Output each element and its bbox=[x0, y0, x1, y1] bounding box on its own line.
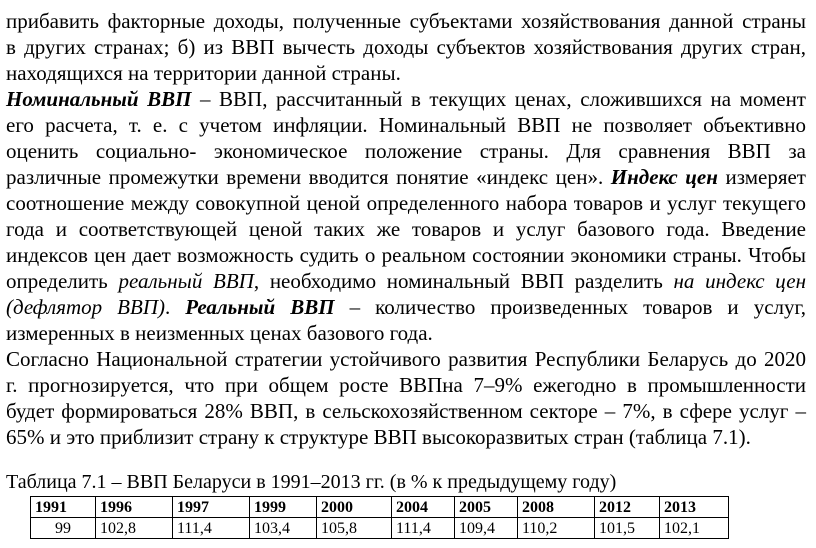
text-line bbox=[6, 294, 806, 320]
header-cell: 1997 bbox=[173, 497, 250, 518]
document-page bbox=[6, 8, 806, 539]
text-line: измеренных в неизменных ценах базового года. bbox=[6, 321, 433, 345]
text-line: его расчета, т. е. с учетом инфляции. Номинальный ВВП не позволяет объективно bbox=[6, 113, 806, 137]
text-line: г. прогнозируется, что при общем росте ВВПна 7–9% ежегодно в промышленности bbox=[6, 373, 806, 397]
term-price-index-italic: на индекс цен bbox=[673, 269, 806, 293]
table-caption: Таблица 7.1 – ВВП Беларуси в 1991–2013 гг. (в % к предыдущему году) bbox=[6, 471, 617, 493]
header-cell: 2008 bbox=[518, 497, 595, 518]
text-line: в других странах; б) из ВВП вычесть доходы субъектов хозяйствования других стран, bbox=[6, 35, 806, 59]
paragraph-gdp-adjustment bbox=[6, 8, 806, 86]
text-fragment: измеряет bbox=[717, 165, 806, 189]
text-fragment: – количество произведенных товаров и услуг, bbox=[334, 295, 806, 319]
text-fragment: различные промежутки времени вводится понятие «индекс цен». bbox=[6, 165, 611, 189]
gdp-table bbox=[30, 496, 729, 539]
term-real-gdp-italic: реальный ВВП bbox=[118, 269, 254, 293]
term-price-index: Индекс цен bbox=[610, 165, 718, 189]
text-fragment: – ВВП, рассчитанный в текущих ценах, сложившихся на момент bbox=[191, 87, 806, 111]
value-cell: 99 bbox=[31, 518, 96, 539]
paragraph-national-strategy bbox=[6, 346, 806, 450]
text-line: индексов цен дает возможность судить о реальном состоянии экономики страны. Чтобы bbox=[6, 243, 806, 267]
text-fragment: . bbox=[164, 295, 186, 319]
text-line: прибавить факторные доходы, полученные субъектами хозяйствования данной страны bbox=[6, 9, 806, 33]
table-row bbox=[31, 518, 729, 539]
text-line: года и соответствующей ценой таких же товаров и услуг базового года. Введение bbox=[6, 217, 806, 241]
value-cell: 109,4 bbox=[455, 518, 518, 539]
header-cell: 2004 bbox=[392, 497, 455, 518]
text-line bbox=[6, 164, 806, 190]
header-cell: 2013 bbox=[660, 497, 729, 518]
value-cell: 102,1 bbox=[660, 518, 729, 539]
header-cell: 1999 bbox=[250, 497, 317, 518]
text-line bbox=[6, 268, 806, 294]
text-line: соотношение между совокупной ценой определенного набора товаров и услуг текущего bbox=[6, 191, 806, 215]
value-cell: 111,4 bbox=[392, 518, 455, 539]
text-line: оценить социально- экономическое положение страны. Для сравнения ВВП за bbox=[6, 139, 806, 163]
text-line bbox=[6, 86, 806, 112]
paragraph-nominal-real-gdp bbox=[6, 86, 806, 346]
text-line: 65% и это приблизит страну к структуре ВВП высокоразвитых стран (таблица 7.1). bbox=[6, 425, 751, 449]
term-nominal-gdp: Номинальный ВВП bbox=[6, 87, 192, 111]
term-deflator: (дефлятор ВВП) bbox=[6, 295, 165, 319]
text-line: находящихся на территории данной страны. bbox=[6, 61, 401, 85]
value-cell: 102,8 bbox=[96, 518, 173, 539]
value-cell: 105,8 bbox=[317, 518, 392, 539]
header-cell: 2000 bbox=[317, 497, 392, 518]
text-fragment: определить bbox=[6, 269, 119, 293]
header-cell: 1996 bbox=[96, 497, 173, 518]
text-fragment: , необходимо номинальный ВВП разделить bbox=[253, 269, 674, 293]
header-cell: 2005 bbox=[455, 497, 518, 518]
term-real-gdp: Реальный ВВП bbox=[185, 295, 335, 319]
table-header-row bbox=[31, 497, 729, 518]
value-cell: 111,4 bbox=[173, 518, 250, 539]
header-cell: 1991 bbox=[31, 497, 96, 518]
text-line: будет формироваться 28% ВВП, в сельскохозяйственном секторе – 7%, в сфере услуг – bbox=[6, 399, 806, 423]
text-line: Согласно Национальной стратегии устойчивого развития Республики Беларусь до 2020 bbox=[6, 347, 806, 371]
value-cell: 110,2 bbox=[518, 518, 595, 539]
value-cell: 103,4 bbox=[250, 518, 317, 539]
header-cell: 2012 bbox=[595, 497, 660, 518]
value-cell: 101,5 bbox=[595, 518, 660, 539]
